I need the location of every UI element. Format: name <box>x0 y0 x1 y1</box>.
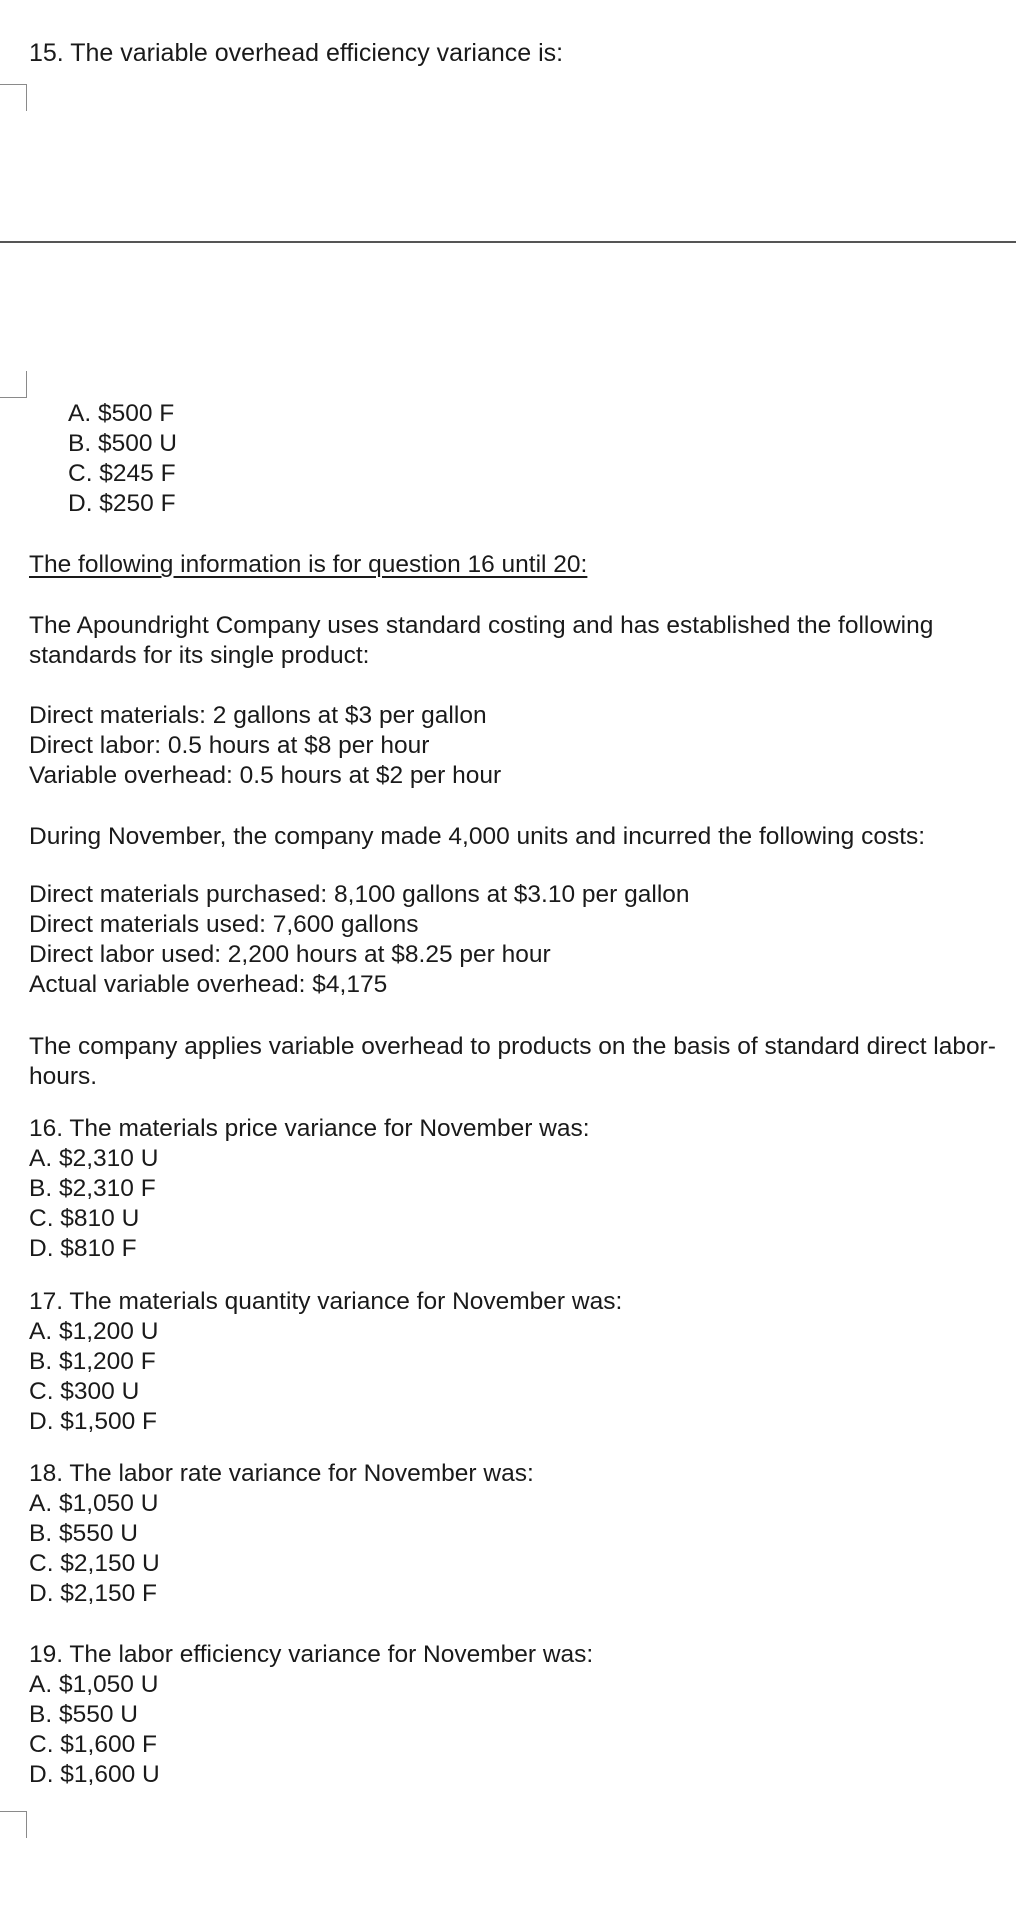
list-item: Actual variable overhead: $4,175 <box>29 971 388 998</box>
option: B. $550 U <box>29 1701 138 1728</box>
info-intro: The Apoundright Company uses standard costing and has established the following standards for its single product: <box>29 612 934 669</box>
question-15-options <box>68 399 177 519</box>
question-title: 16. The materials price variance for November was: <box>29 1115 590 1142</box>
info-heading: The following information is for question 16 until 20: <box>29 551 588 578</box>
option: D. $1,600 U <box>29 1761 160 1788</box>
crop-marker-bottom <box>0 1811 27 1838</box>
list-item: Variable overhead: 0.5 hours at $2 per hour <box>29 762 502 789</box>
option: A. $1,200 U <box>29 1318 159 1345</box>
option: C. $810 U <box>29 1205 140 1232</box>
option: D. $1,500 F <box>29 1408 158 1435</box>
option: B. $1,200 F <box>29 1348 156 1375</box>
option: D. $250 F <box>68 490 176 517</box>
option: B. $500 U <box>68 430 177 457</box>
option: D. $810 F <box>29 1235 137 1262</box>
question-16 <box>29 1114 590 1264</box>
question-15-title: 15. The variable overhead efficiency variance is: <box>29 39 564 67</box>
option: C. $2,150 U <box>29 1550 160 1577</box>
option: B. $550 U <box>29 1520 138 1547</box>
list-item: Direct materials purchased: 8,100 gallons at $3.10 per gallon <box>29 881 690 908</box>
option: A. $1,050 U <box>29 1671 159 1698</box>
question-title: 18. The labor rate variance for November was: <box>29 1460 534 1487</box>
divider <box>0 241 1016 243</box>
question-17 <box>29 1287 622 1437</box>
question-title: 17. The materials quantity variance for November was: <box>29 1288 623 1315</box>
question-18 <box>29 1459 534 1609</box>
list-item: Direct materials: 2 gallons at $3 per gallon <box>29 702 487 729</box>
standards-list <box>29 701 501 791</box>
list-item: Direct labor: 0.5 hours at $8 per hour <box>29 732 430 759</box>
option: B. $2,310 F <box>29 1175 156 1202</box>
option: C. $1,600 F <box>29 1731 158 1758</box>
option: A. $1,050 U <box>29 1490 159 1517</box>
option: A. $2,310 U <box>29 1145 159 1172</box>
option: A. $500 F <box>68 400 175 427</box>
question-19 <box>29 1640 593 1790</box>
option: C. $300 U <box>29 1378 140 1405</box>
crop-marker-top <box>0 84 27 111</box>
costs-list <box>29 880 690 1000</box>
crop-marker-middle <box>0 371 27 398</box>
option: D. $2,150 F <box>29 1580 158 1607</box>
list-item: Direct materials used: 7,600 gallons <box>29 911 419 938</box>
question-title: 19. The labor efficiency variance for November was: <box>29 1641 594 1668</box>
applies-text: The company applies variable overhead to products on the basis of standard direct labor-hours. <box>29 1033 996 1090</box>
option: C. $245 F <box>68 460 176 487</box>
list-item: Direct labor used: 2,200 hours at $8.25 per hour <box>29 941 551 968</box>
november-text: During November, the company made 4,000 units and incurred the following costs: <box>29 823 926 850</box>
